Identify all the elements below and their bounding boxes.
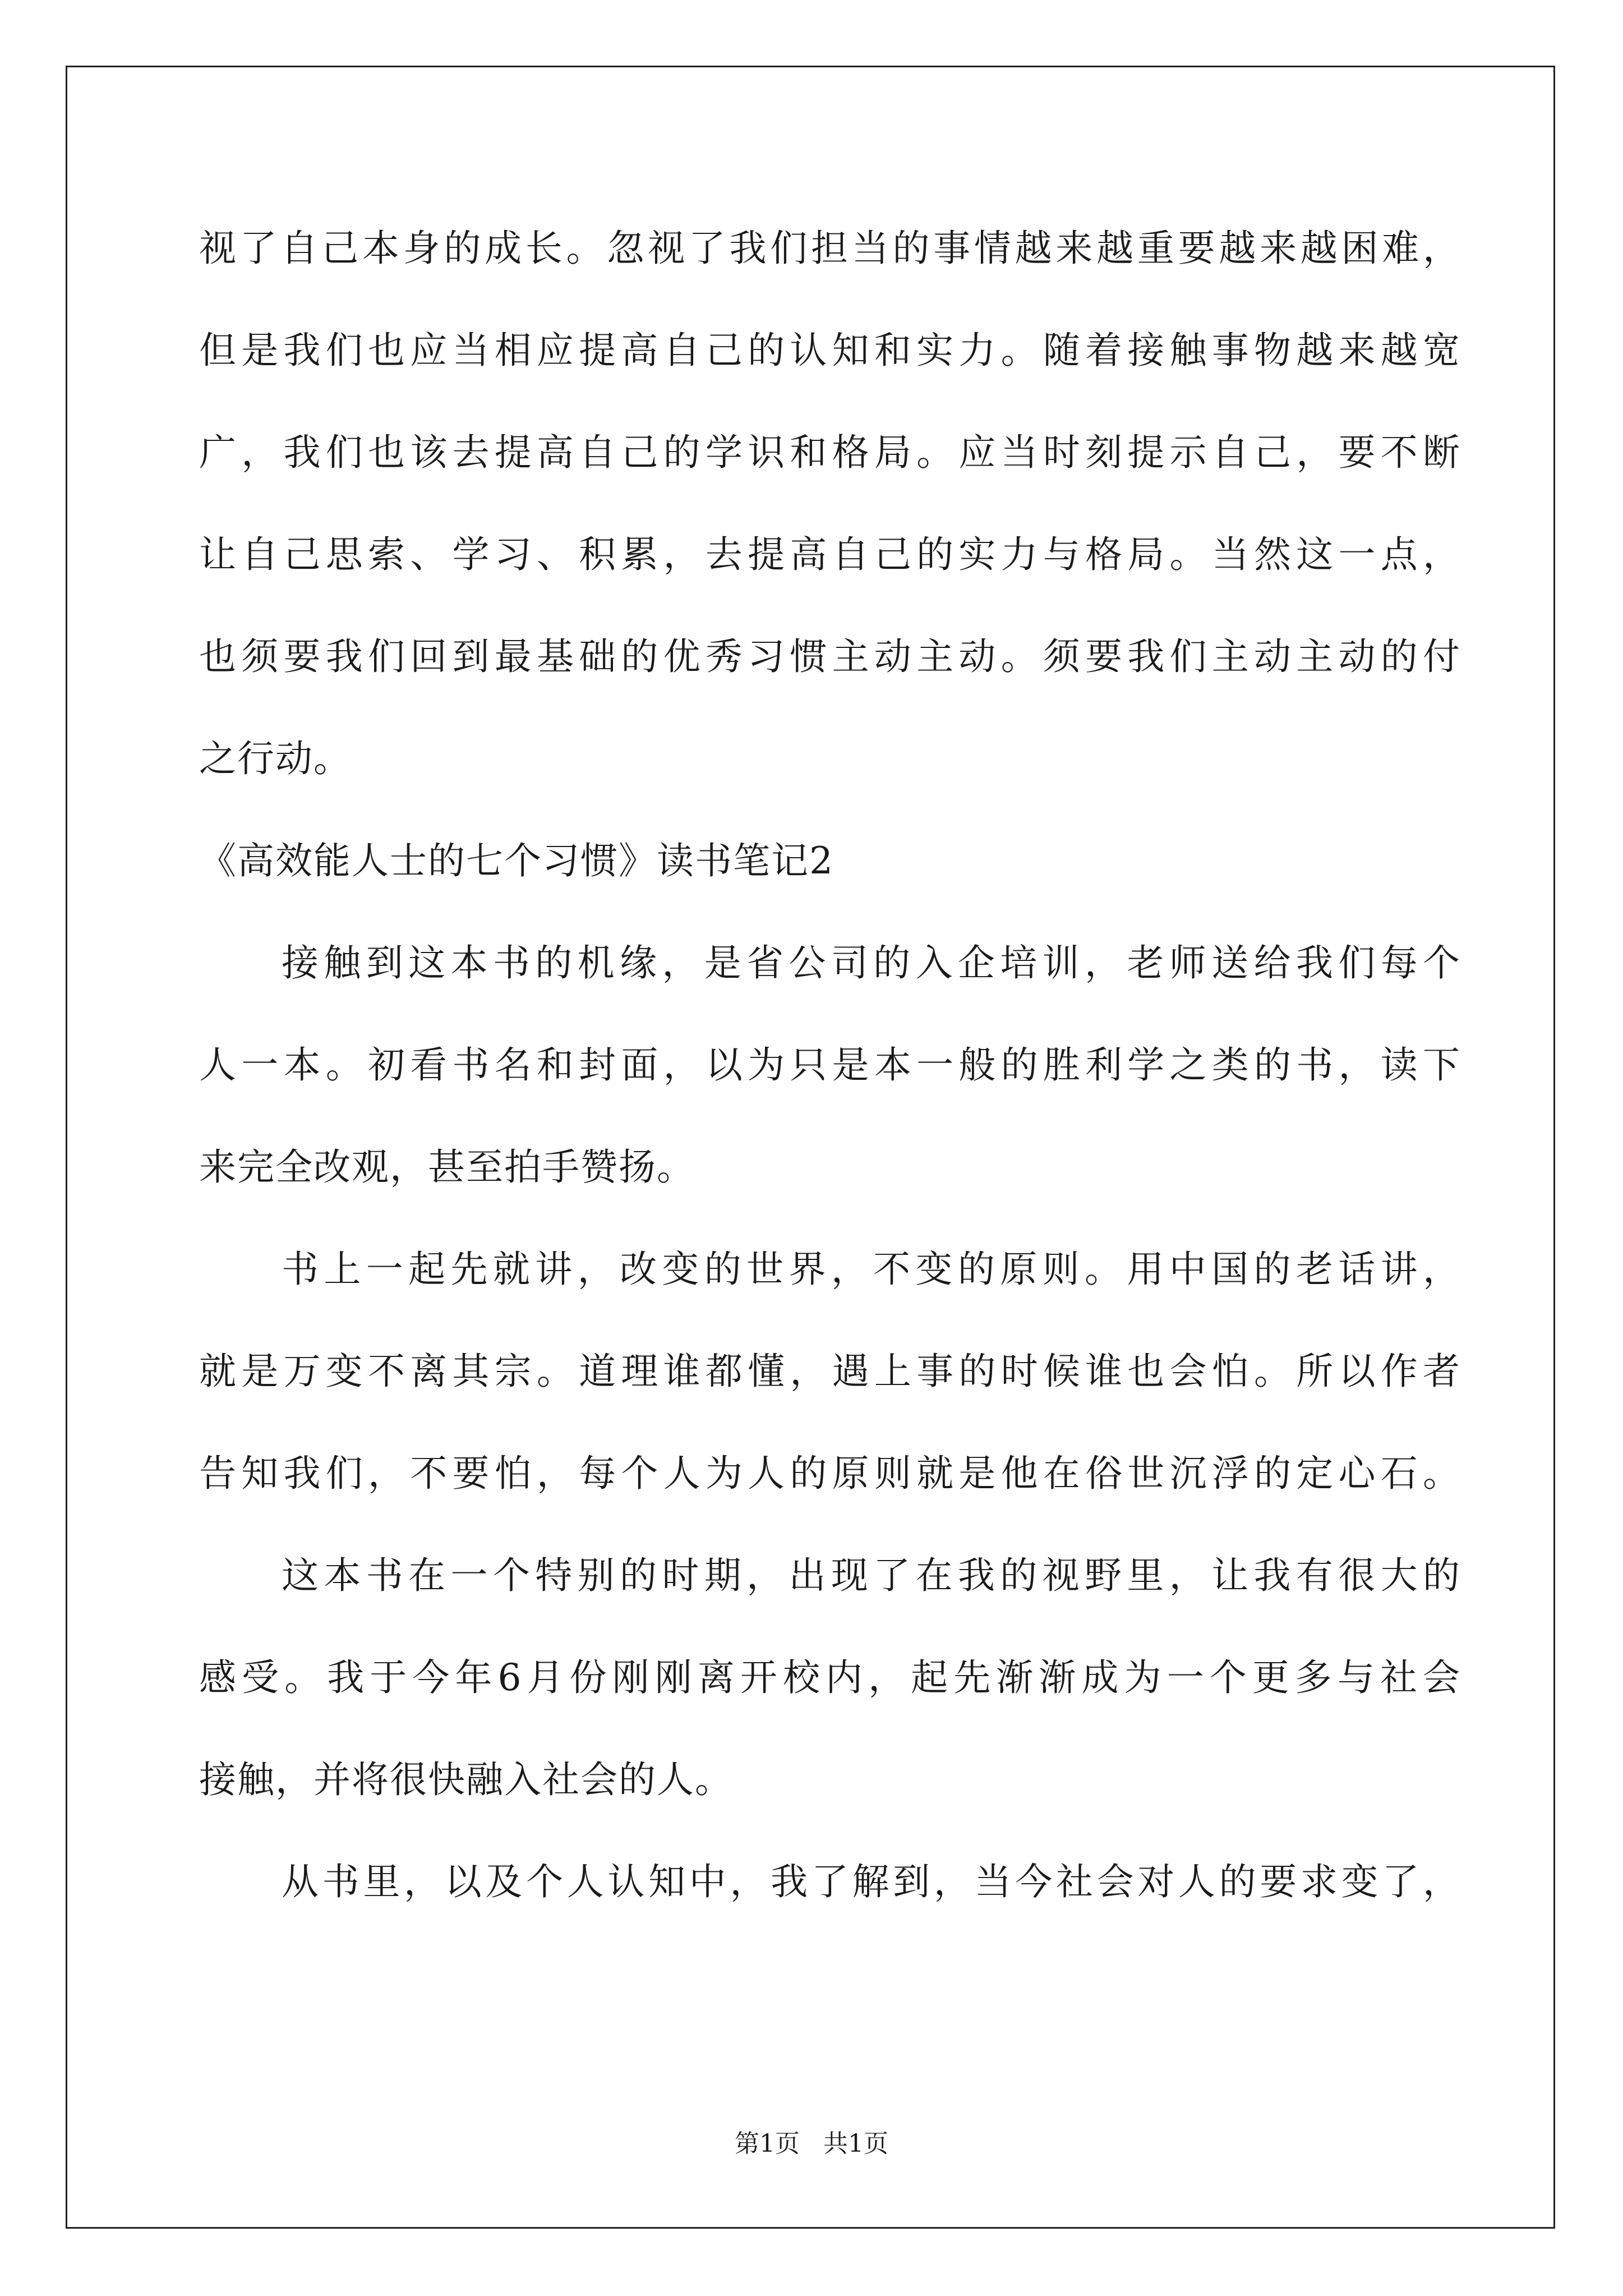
text-line: 之行动。	[199, 737, 352, 780]
text-line: 感受。我于今年6月份刚刚离开校内，起先渐渐成为一个更多与社会	[199, 1656, 1461, 1699]
text-line: 书上一起先就讲，改变的世界，不变的原则。用中国的老话讲，	[282, 1248, 1461, 1291]
page-footer: 第1页 共1页	[735, 2129, 888, 2158]
text-line: 来完全改观，甚至拍手赞扬。	[199, 1145, 695, 1189]
text-line: 从书里，以及个人认知中，我了解到，当今社会对人的要求变了，	[282, 1860, 1461, 1903]
text-line: 这本书在一个特别的时期，出现了在我的视野里，让我有很大的	[282, 1554, 1461, 1597]
text-line: 视了自己本身的成长。忽视了我们担当的事情越来越重要越来越困难，	[199, 227, 1461, 270]
text-line: 广，我们也该去提高自己的学识和格局。应当时刻提示自己，要不断	[199, 431, 1461, 474]
text-line: 就是万变不离其宗。道理谁都懂，遇上事的时候谁也会怕。所以作者	[199, 1350, 1461, 1393]
text-line: 也须要我们回到最基础的优秀习惯主动主动。须要我们主动主动的付	[199, 635, 1461, 678]
text-line: 但是我们也应当相应提高自己的认知和实力。随着接触事物越来越宽	[199, 329, 1461, 372]
text-line: 人一本。初看书名和封面，以为只是本一般的胜利学之类的书，读下	[199, 1043, 1461, 1087]
section-heading: 《高效能人士的七个习惯》读书笔记2	[199, 839, 834, 882]
text-line: 告知我们，不要怕，每个人为人的原则就是他在俗世沉浮的定心石。	[199, 1452, 1461, 1495]
text-line: 让自己思索、学习、积累，去提高自己的实力与格局。当然这一点，	[199, 533, 1461, 576]
text-line: 接触到这本书的机缘，是省公司的入企培训，老师送给我们每个	[282, 941, 1461, 984]
text-line: 接触，并将很快融入社会的人。	[199, 1758, 733, 1801]
